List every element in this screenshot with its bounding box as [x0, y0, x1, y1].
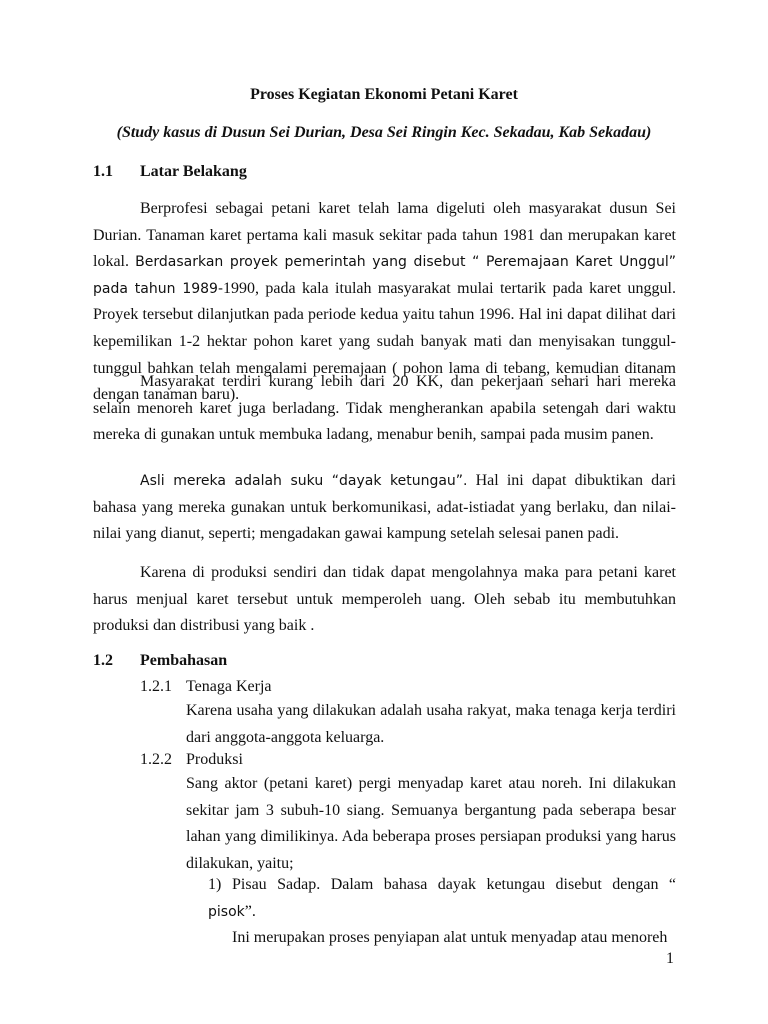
subsection-text-1-2-1: Karena usaha yang dilakukan adalah usaha rakyat, maka tenaga kerja terdiri dari anggota-anggota keluarga.	[186, 702, 676, 746]
paragraph-text: Berprofesi sebagai petani karet telah lama digeluti oleh masyarakat dusun Sei Durian. Tanaman karet pertama kali masuk sekitar pada tahun 1981 dan merupakan karet lokal.	[93, 200, 676, 271]
paragraph-text-sans: Asli mereka adalah suku “dayak ketungau”.	[140, 473, 468, 489]
paragraph-text-sans: Berdasarkan proyek pemerintah yang disebut “ Peremajaan Karet Unggul” pada tahun 1989-	[93, 254, 676, 297]
paragraph-text: 1990, pada kala itulah masyarakat mulai tertarik pada karet unggul. Proyek tersebut dilanjutkan pada periode kedua yaitu tahun 1996. Hal ini dapat dilihat dari kepemilikan 1-2 hektar pohon karet yang sudah banyak mati dan menyisakan tunggul-tunggul bahkan telah mengalami peremajaan ( pohon lama di tebang, kemudian ditanam dengan tanaman baru).	[93, 279, 676, 404]
paragraph-text: Hal ini dapat dibuktikan dari bahasa yang mereka gunakan untuk berkomunikasi, adat-istiadat yang berlaku, dan nilai-nilai yang dianut, seperti; mengadakan gawai kampung setelah selesai panen padi.	[93, 472, 676, 543]
page-number: 1	[666, 950, 674, 967]
section-heading-1-1	[93, 163, 247, 181]
section-number: 1.2	[93, 652, 113, 669]
list-item	[208, 872, 676, 952]
subsection-number: 1.2.1	[140, 678, 172, 695]
paragraph-2: Masyarakat terdiri kurang lebih dari 20 KK, dan pekerjaan sehari hari mereka selain menoreh karet juga berladang. Tidak mengherankan apabila setengah dari waktu mereka di gunakan untuk membuka ladang, menabur benih, sampai pada musim panen.	[93, 373, 676, 444]
section-number: 1.1	[93, 163, 113, 180]
list-item-text: ”.	[244, 902, 256, 920]
document-title: Proses Kegiatan Ekonomi Petani Karet	[250, 86, 518, 103]
section-title: Latar Belakang	[140, 163, 247, 180]
list-item-text: Pisau Sadap. Dalam bahasa dayak ketungau disebut dengan “	[232, 876, 676, 893]
subsection-title: Produksi	[186, 751, 243, 768]
paragraph-3	[93, 468, 676, 548]
subsection-number: 1.2.2	[140, 751, 172, 768]
paragraph-4: Karena di produksi sendiri dan tidak dapat mengolahnya maka para petani karet harus menjual karet tersebut untuk memperoleh uang. Oleh sebab itu membutuhkan produksi dan distribusi yang baik .	[93, 564, 676, 635]
list-item-number: 1)	[208, 876, 222, 893]
subsection-heading-1-2-2	[140, 751, 243, 769]
subsection-title: Tenaga Kerja	[186, 678, 272, 695]
list-item-term: pisok	[208, 903, 245, 920]
section-heading-1-2	[93, 652, 227, 670]
subsection-heading-1-2-1	[140, 678, 272, 696]
subsection-text-1-2-2: Sang aktor (petani karet) pergi menyadap karet atau noreh. Ini dilakukan sekitar jam 3 subuh-10 siang. Semuanya bergantung pada seberapa besar lahan yang dimilikinya. Ada beberapa proses persiapan produksi yang harus dilakukan, yaitu;	[186, 775, 676, 872]
document-subtitle: (Study kasus di Dusun Sei Durian, Desa Sei Ringin Kec. Sekadau, Kab Sekadau)	[116, 124, 652, 141]
list-item-continuation: Ini merupakan proses penyiapan alat untuk menyadap atau menoreh	[232, 929, 668, 947]
section-title: Pembahasan	[140, 652, 228, 669]
